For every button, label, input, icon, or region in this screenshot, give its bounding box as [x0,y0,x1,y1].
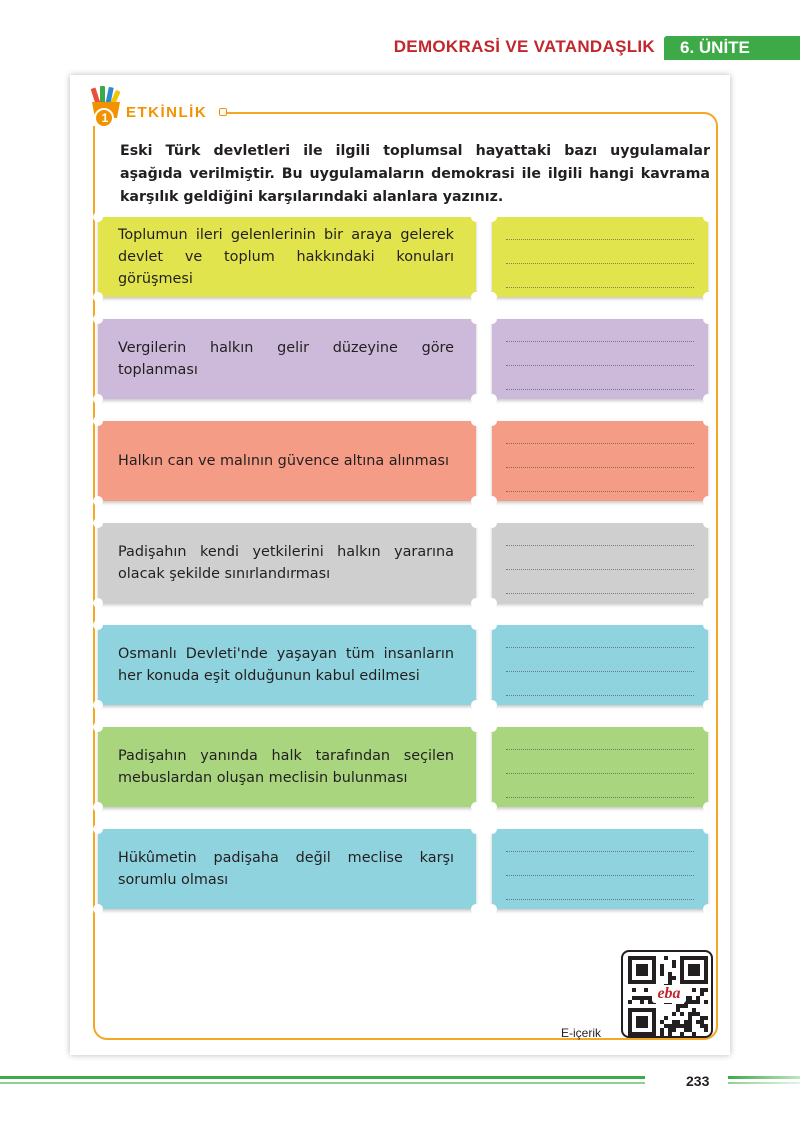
answer-dotted-line [506,545,694,546]
card-corner-notch [93,722,103,732]
card-corner-notch [93,598,103,608]
card-corner-notch [471,620,481,630]
prompt-text: Padişahın kendi yetkilerini halkın yararına olacak şekilde sınırlandırması [118,544,454,582]
answer-field[interactable] [492,217,708,297]
card-corner-notch [703,394,713,404]
prompt-text: Padişahın yanında halk tarafından seçilen mebuslardan oluşan meclisin bulunması [118,748,454,786]
card-corner-notch [703,292,713,302]
card-corner-notch [93,394,103,404]
activity-row [98,523,708,603]
card-corner-notch [487,904,497,914]
footer-line [0,1082,645,1084]
card-corner-notch [487,292,497,302]
card-corner-notch [471,314,481,324]
answer-dotted-line [506,365,694,366]
prompt-card [98,625,476,705]
card-corner-notch [487,212,497,222]
instruction-text: Eski Türk devletleri ile ilgili toplumsal hayattaki bazı uygulamalar aşağıda verilmiştir. Bu uygulamaların demokrasi ile ilgili hangi kavrama karşılık geldiğini karşılarındaki alanlara yazınız. [120,143,710,205]
card-corner-notch [703,620,713,630]
card-corner-notch [487,416,497,426]
card-corner-notch [703,518,713,528]
answer-dotted-line [506,341,694,342]
prompt-text: Halkın can ve malının güvence altına alınması [118,453,450,469]
activity-number: 1 [101,111,109,125]
answer-field[interactable] [492,319,708,399]
answer-field[interactable] [492,829,708,909]
footer-line [728,1076,800,1079]
prompt-text: Hükûmetin padişaha değil meclise karşı sorumlu olması [118,850,454,888]
card-corner-notch [471,722,481,732]
card-corner-notch [471,416,481,426]
card-corner-notch [93,416,103,426]
prompt-text: Osmanlı Devleti'nde yaşayan tüm insanların her konuda eşit olduğunun kabul edilmesi [118,646,454,684]
card-corner-notch [487,314,497,324]
answer-dotted-line [506,899,694,900]
activity-label-line [227,112,257,114]
answer-dotted-line [506,287,694,288]
card-corner-notch [703,722,713,732]
card-corner-notch [487,722,497,732]
card-corner-notch [487,496,497,506]
card-corner-notch [93,314,103,324]
answer-dotted-line [506,491,694,492]
card-corner-notch [703,314,713,324]
answer-field[interactable] [492,625,708,705]
activity-label-dot [219,108,227,116]
page-number: 233 [686,1073,710,1089]
unit-tab: 6. ÜNİTE [664,36,800,60]
prompt-text: Toplumun ileri gelenlerinin bir araya gelerek devlet ve toplum hakkındaki konuları görüşmesi [118,227,454,287]
prompt-card [98,217,476,297]
activity-row [98,625,708,705]
card-corner-notch [93,620,103,630]
activity-row [98,319,708,399]
footer-line [0,1076,645,1079]
prompt-card [98,319,476,399]
answer-dotted-line [506,593,694,594]
card-corner-notch [487,824,497,834]
answer-dotted-line [506,695,694,696]
card-corner-notch [471,496,481,506]
card-corner-notch [487,598,497,608]
answer-dotted-line [506,851,694,852]
card-corner-notch [93,802,103,812]
card-corner-notch [703,802,713,812]
card-corner-notch [93,700,103,710]
card-corner-notch [471,212,481,222]
answer-dotted-line [506,569,694,570]
prompt-text: Vergilerin halkın gelir düzeyine göre toplanması [118,340,454,378]
answer-dotted-line [506,467,694,468]
answer-dotted-line [506,239,694,240]
answer-dotted-line [506,749,694,750]
card-corner-notch [471,598,481,608]
card-corner-notch [703,416,713,426]
prompt-card [98,523,476,603]
card-corner-notch [703,212,713,222]
card-corner-notch [93,212,103,222]
prompt-card [98,829,476,909]
prompt-card [98,421,476,501]
card-corner-notch [487,620,497,630]
activity-label: ETKİNLİK [126,104,208,121]
answer-dotted-line [506,797,694,798]
answer-dotted-line [506,389,694,390]
card-corner-notch [93,496,103,506]
card-corner-notch [703,904,713,914]
activity-row [98,217,708,297]
card-corner-notch [487,518,497,528]
card-corner-notch [487,394,497,404]
card-corner-notch [487,802,497,812]
unit-title: DEMOKRASİ VE VATANDAŞLIK [393,37,655,56]
answer-dotted-line [506,875,694,876]
card-corner-notch [471,904,481,914]
footer-line [728,1082,800,1084]
activity-row [98,421,708,501]
answer-field[interactable] [492,421,708,501]
card-corner-notch [703,824,713,834]
answer-dotted-line [506,647,694,648]
card-corner-notch [93,292,103,302]
card-corner-notch [471,292,481,302]
card-corner-notch [93,904,103,914]
card-corner-notch [471,518,481,528]
card-corner-notch [703,496,713,506]
prompt-card [98,727,476,807]
activity-row [98,727,708,807]
answer-field[interactable] [492,727,708,807]
e-icerik-label: E-içerik [561,1026,602,1040]
answer-field[interactable] [492,523,708,603]
card-corner-notch [93,518,103,528]
answer-dotted-line [506,671,694,672]
card-corner-notch [93,824,103,834]
card-corner-notch [703,598,713,608]
card-corner-notch [471,824,481,834]
answer-dotted-line [506,773,694,774]
card-corner-notch [471,394,481,404]
card-corner-notch [471,700,481,710]
card-corner-notch [487,700,497,710]
activity-row [98,829,708,909]
card-corner-notch [703,700,713,710]
answer-dotted-line [506,263,694,264]
answer-dotted-line [506,443,694,444]
eba-logo: eba [652,985,686,1003]
card-corner-notch [471,802,481,812]
